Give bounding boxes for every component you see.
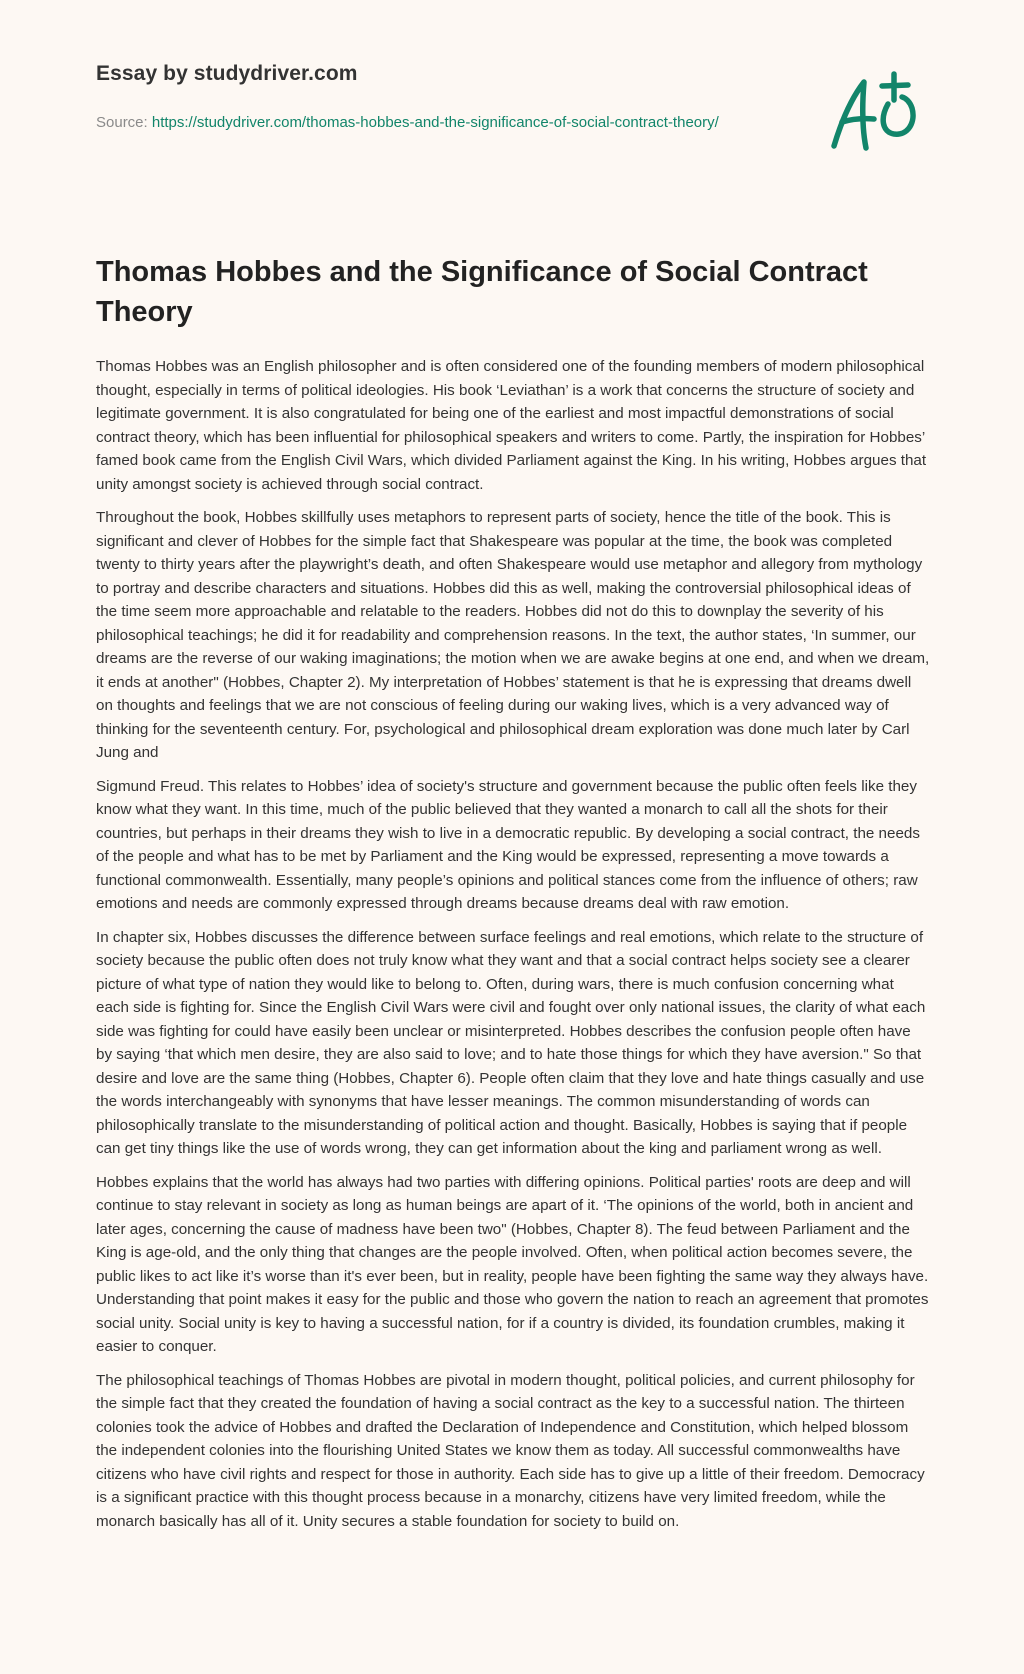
paragraph: Hobbes explains that the world has always had two parties with differing opinions. Political parties' roots are deep and will continue to stay relevant in society as long as human beings are apart of it. ‘The opinions of the world, both in ancient and later ages, concerning the cause of madness have been two" (Hobbes, Chapter 8). The feud between Parliament and the King is age-old, and the only thing that changes are the people involved. Often, when political action becomes severe, the public likes to act like it’s worse than it's ever been, but in reality, people have been fighting the same way they always have. Understanding that point makes it easy for the public and those who govern the nation to reach an agreement that promotes social unity. Social unity is key to having a successful nation, for if a country is divided, its foundation crumbles, making it easier to conquer. [96,1173,929,1355]
source-line [96,112,736,134]
paragraph: Throughout the book, Hobbes skillfully uses metaphors to represent parts of society, hence the title of the book. This is significant and clever of Hobbes for the simple fact that Shakespeare was popular at the time, the book was completed twenty to thirty years after the playwright’s death, and often Shakespeare would use metaphor and allegory from mythology to portray and describe characters and situations. Hobbes did this as well, making the controversial philosophical ideas of the time seem more approachable and relatable to the readers. Hobbes did not do this to downplay the severity of his philosophical teachings; he did it for readability and comprehension reasons. In the text, the author states, ‘In summer, our dreams are the reverse of our waking imaginations; the motion when we are awake begins at one end, and when we dream, it ends at another" (Hobbes, Chapter 2). My interpretation of Hobbes’ statement is that he is expressing that dreams dwell on thoughts and feelings that we are not conscious of feeling during our waking lives, which is a very advanced way of thinking for the seventeenth century. For, psychological and philosophical dream exploration was done much later by Carl Jung and [96,509,930,761]
paragraph: Thomas Hobbes was an English philosopher and is often considered one of the founding members of modern philosophical thought, especially in terms of political ideologies. His book ‘Leviathan’ is a work that concerns the structure of society and legitimate government. It is also congratulated for being one of the earliest and most impactful demonstrations of social contract theory, which has been influential for philosophical speakers and writers to come. Partly, the inspiration for Hobbes’ famed book came from the English Civil Wars, which divided Parliament against the King. In his writing, Hobbes argues that unity amongst society is achieved through social contract. [96,358,927,493]
source-label: Source: [96,114,152,131]
essay-title: Thomas Hobbes and the Significance of Social Contract Theory [96,256,868,328]
a-plus-logo [822,70,942,170]
paragraph: Sigmund Freud. This relates to Hobbes’ idea of society's structure and government because the public often feels like they know what they want. In this time, much of the public believed that they wanted a monarch to call all the shots for their countries, but perhaps in their dreams they wish to live in a democratic republic. By developing a social contract, the needs of the people and what has to be met by Parliament and the King would be expressed, representing a move towards a functional commonwealth. Essentially, many people’s opinions and political stances come from the influence of others; raw emotions and needs are commonly expressed through dreams because dreams deal with raw emotion. [96,777,920,912]
paragraph: In chapter six, Hobbes discusses the difference between surface feelings and real emotions, which relate to the structure of society because the public often does not truly know what they want and that a social contract helps society see a clearer picture of what type of nation they would like to belong to. Often, during wars, there is much confusion concerning what each side is fighting for. Since the English Civil Wars were civil and fought over only national issues, the clarity of what each side was fighting for could have easily been unclear or misinterpreted. Hobbes describes the confusion people often have by saying ‘that which men desire, they are also said to love; and to hate those things for which they have aversion." So that desire and love are the same thing (Hobbes, Chapter 6). People often claim that they love and hate things casually and use the words interchangeably with synonyms that have lesser meanings. The common misunderstanding of words can philosophically translate to the misunderstanding of political action and thought. Basically, Hobbes is saying that if people can get tiny things like the use of words wrong, they can get information about the king and parliament wrong as well. [96,928,926,1157]
paragraph: The philosophical teachings of Thomas Hobbes are pivotal in modern thought, political policies, and current philosophy for the simple fact that they created the foundation of having a social contract as the key to a successful nation. The thirteen colonies took the advice of Hobbes and drafted the Declaration of Independence and Constitution, which helped blossom the independent colonies into the flourishing United States we know them as today. All successful commonwealths have citizens who have civil rights and respect for those in authority. Each side has to give up a little of their freedom. Democracy is a significant practice with this thought process because in a monarchy, citizens have very limited freedom, while the monarch basically has all of it. Unity secures a stable foundation for society to build on. [96,1371,925,1530]
essay-body [96,355,930,1543]
source-link[interactable]: https://studydriver.com/thomas-hobbes-and-the-significance-of-social-contract-theory/ [151,114,719,131]
site-title: Essay by studydriver.com [96,62,358,85]
